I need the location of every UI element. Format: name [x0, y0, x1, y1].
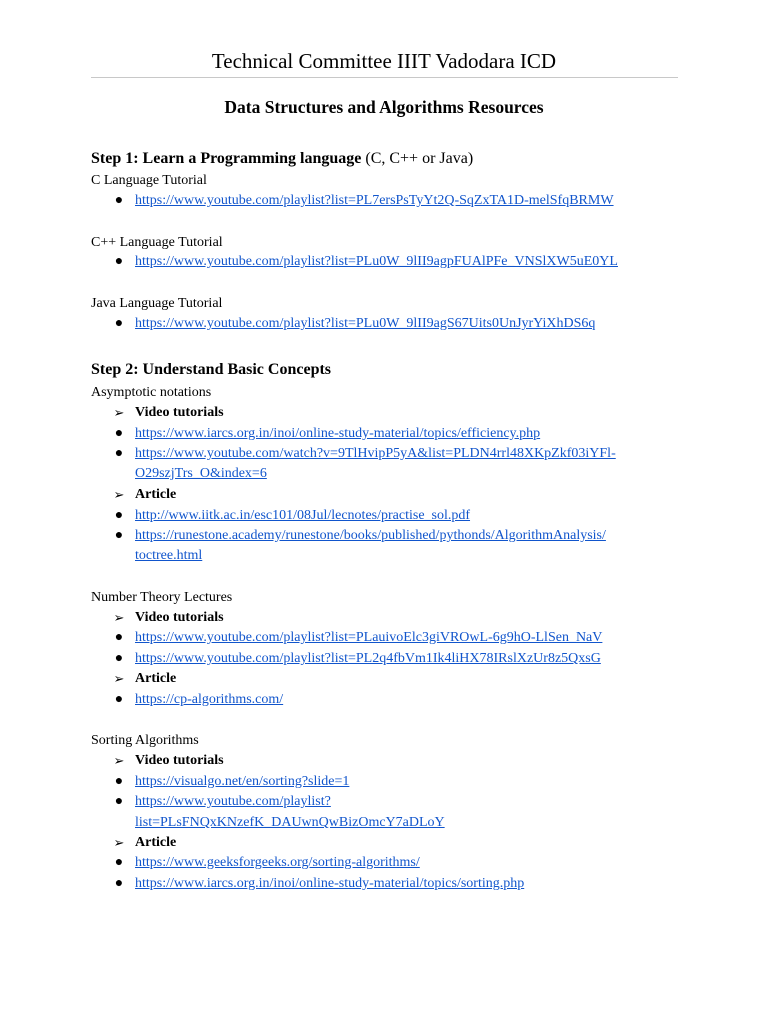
document-subtitle: Data Structures and Algorithms Resources — [224, 97, 544, 117]
sorting-label: Sorting Algorithms — [91, 733, 199, 748]
java-tutorial-label: Java Language Tutorial — [91, 296, 223, 311]
video-tutorials-label: Video tutorials — [135, 405, 224, 420]
bullet-icon: ● — [114, 692, 124, 707]
bullet-icon: ● — [114, 508, 124, 523]
number-theory-video-link-2[interactable]: https://www.youtube.com/playlist?list=PL2q4fbVm1Ik4liHX78IRslXzUr8z5QxsG — [135, 651, 601, 666]
article-label: Article — [135, 835, 177, 850]
title-divider — [91, 77, 678, 78]
arrow-bullet-icon: ➢ — [113, 835, 125, 850]
bullet-icon: ● — [114, 774, 124, 789]
article-label: Article — [135, 487, 177, 502]
sorting-video-link-1[interactable]: https://visualgo.net/en/sorting?slide=1 — [135, 774, 350, 789]
number-theory-article-link-1[interactable]: https://cp-algorithms.com/ — [135, 692, 284, 707]
asymptotic-article-link-2[interactable]: https://runestone.academy/runestone/books/published/pythonds/AlgorithmAnalysis/ — [135, 528, 606, 543]
sorting-article-link-2[interactable]: https://www.iarcs.org.in/inoi/online-study-material/topics/sorting.php — [135, 876, 525, 891]
cpp-tutorial-link[interactable]: https://www.youtube.com/playlist?list=PLu0W_9lII9agpFUAlPFe_VNSlXW5uE0YL — [135, 254, 618, 269]
asymptotic-video-link-1[interactable]: https://www.iarcs.org.in/inoi/online-study-material/topics/efficiency.php — [135, 426, 541, 441]
bullet-icon: ● — [114, 193, 124, 208]
bullet-icon: ● — [114, 794, 124, 809]
bullet-icon: ● — [114, 446, 124, 461]
arrow-bullet-icon: ➢ — [113, 671, 125, 686]
step1-heading-suffix: (C, C++ or Java) — [361, 150, 474, 167]
bullet-icon: ● — [114, 876, 124, 891]
video-tutorials-label: Video tutorials — [135, 753, 224, 768]
bullet-icon: ● — [114, 254, 124, 269]
step2-heading: Step 2: Understand Basic Concepts — [91, 361, 332, 378]
step1-heading-text: Step 1: Learn a Programming language — [91, 150, 362, 167]
sorting-article-link-1[interactable]: https://www.geeksforgeeks.org/sorting-algorithms/ — [135, 855, 420, 870]
step1-heading — [91, 149, 473, 169]
number-theory-video-link-1[interactable]: https://www.youtube.com/playlist?list=PLauivoElc3giVROwL-6g9hO-LlSen_NaV — [135, 630, 603, 645]
number-theory-label: Number Theory Lectures — [91, 590, 233, 605]
asymptotic-article-link-1[interactable]: http://www.iitk.ac.in/esc101/08Jul/lecnotes/practise_sol.pdf — [135, 508, 471, 523]
bullet-icon: ● — [114, 855, 124, 870]
arrow-bullet-icon: ➢ — [113, 753, 125, 768]
c-tutorial-link[interactable]: https://www.youtube.com/playlist?list=PL7ersPsTyYt2Q-SqZxTA1D-melSfqBRMW — [135, 193, 614, 208]
page-title: Technical Committee IIIT Vadodara ICD — [211, 49, 557, 73]
bullet-icon: ● — [114, 651, 124, 666]
article-label: Article — [135, 671, 177, 686]
arrow-bullet-icon: ➢ — [113, 610, 125, 625]
bullet-icon: ● — [114, 426, 124, 441]
java-tutorial-link[interactable]: https://www.youtube.com/playlist?list=PLu0W_9lII9agS67Uits0UnJyrYiXhDS6q — [135, 316, 596, 331]
sorting-video-link-2[interactable]: https://www.youtube.com/playlist? — [135, 794, 331, 809]
cpp-tutorial-label: C++ Language Tutorial — [91, 235, 223, 250]
bullet-icon: ● — [114, 528, 124, 543]
bullet-icon: ● — [114, 630, 124, 645]
arrow-bullet-icon: ➢ — [113, 405, 125, 420]
c-tutorial-label: C Language Tutorial — [91, 173, 207, 188]
asymptotic-video-link-2[interactable]: https://www.youtube.com/watch?v=9TlHvipP5yA&list=PLDN4rrl48XKpZkf03iYFl- — [135, 446, 616, 461]
sorting-video-link-2-continued[interactable]: list=PLsFNQxKNzefK_DAUwnQwBizOmcY7aDLoY — [135, 815, 445, 830]
video-tutorials-label: Video tutorials — [135, 610, 224, 625]
bullet-icon: ● — [114, 316, 124, 331]
asymptotic-article-link-2-continued[interactable]: toctree.html — [135, 548, 203, 563]
asymptotic-label: Asymptotic notations — [91, 385, 212, 400]
asymptotic-video-link-2-continued[interactable]: O29szjTrs_O&index=6 — [135, 466, 267, 481]
arrow-bullet-icon: ➢ — [113, 487, 125, 502]
